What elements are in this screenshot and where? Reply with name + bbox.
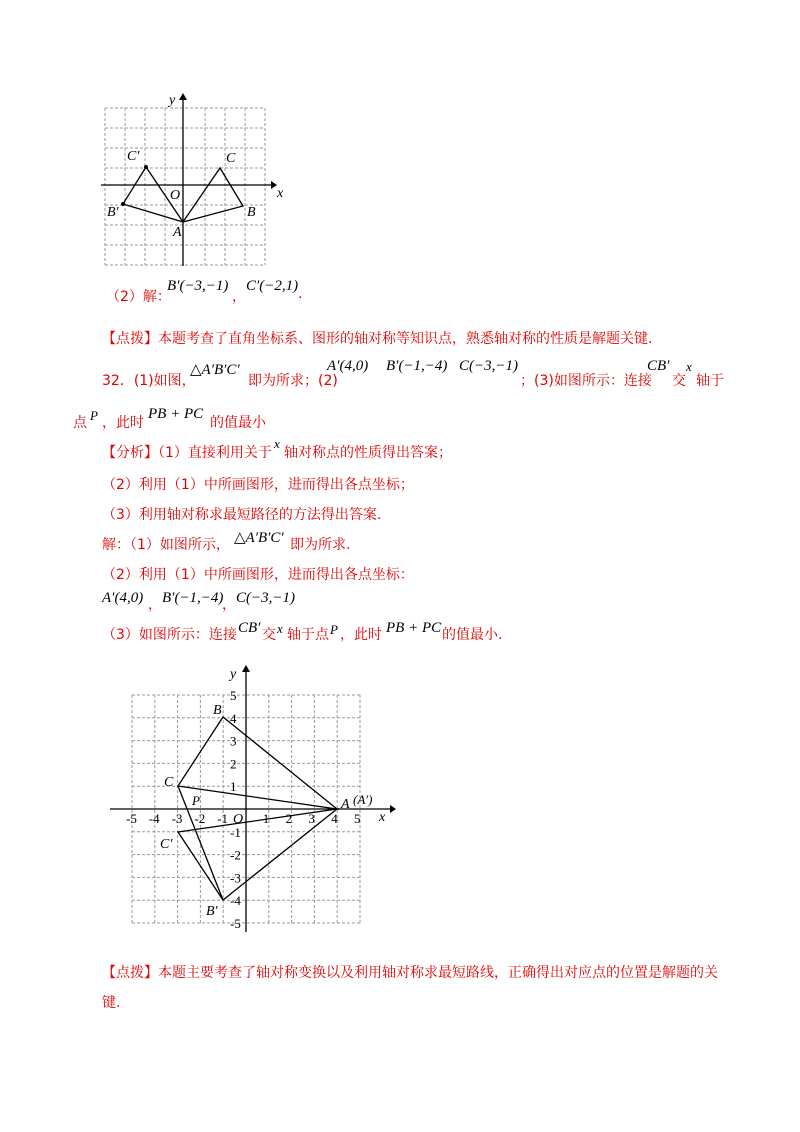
fig1-point-c: C bbox=[226, 151, 236, 166]
q32-a-coord: A′(4,0) bbox=[327, 358, 369, 374]
fig2-x-tick: 3 bbox=[308, 811, 315, 826]
q32-l2-expr: PB + PC bbox=[148, 406, 204, 422]
figure-2-coordinate-plane bbox=[100, 660, 400, 940]
part2-line bbox=[106, 286, 171, 306]
tip2-tag: 【点拨】 bbox=[102, 965, 158, 981]
fig2-x-tick: -5 bbox=[126, 811, 137, 826]
q32-l2-t1 bbox=[73, 412, 87, 432]
fig2-point-a: A bbox=[341, 797, 350, 812]
part2-c-coord: C′(−2,1) bbox=[246, 278, 299, 294]
q32-t3: 交 bbox=[672, 373, 686, 389]
figure-1-coordinate-plane bbox=[95, 88, 285, 273]
fig1-axis-y-label: y bbox=[169, 93, 176, 108]
q32-cb: CB′ bbox=[647, 358, 670, 374]
tip2-line-1 bbox=[102, 962, 718, 982]
solution-l4cb: CB′ bbox=[238, 620, 261, 636]
solution-l3sep1: ， bbox=[148, 597, 162, 613]
solution-l4p: P bbox=[330, 622, 338, 637]
solution-l4a: （3）如图所示：连接 bbox=[102, 627, 237, 643]
solution-l4e: 的值最小. bbox=[442, 627, 503, 643]
analysis-line-1 bbox=[102, 442, 272, 462]
analysis-tag: 【分析】 bbox=[102, 445, 158, 461]
tip1-paragraph bbox=[102, 328, 652, 348]
fig2-point-p: P bbox=[192, 793, 200, 808]
fig2-y-tick: 3 bbox=[230, 733, 237, 749]
fig2-point-b: B bbox=[213, 703, 222, 718]
analysis-l1a: （1）直接利用关于 bbox=[158, 445, 272, 461]
fig2-x-tick: 2 bbox=[285, 811, 293, 826]
fig2-axis-x-label: x bbox=[379, 810, 386, 825]
solution-l4d: ，此时 bbox=[340, 627, 382, 643]
fig1-origin-label: O bbox=[170, 188, 181, 203]
fig2-x-tick: -4 bbox=[148, 811, 160, 826]
q32-t1: 即为所求；(2) bbox=[248, 373, 338, 389]
fig2-point-b-prime: B′ bbox=[206, 904, 218, 919]
q32-x: x bbox=[686, 359, 692, 374]
q32-num: 32．(1)如图， bbox=[102, 373, 196, 389]
fig2-x-tick: -2 bbox=[194, 811, 206, 826]
q32-l2-t2: ，此时 bbox=[102, 415, 144, 431]
solution-l4expr: PB + PC bbox=[386, 620, 442, 636]
fig2-x-tick: 1 bbox=[262, 811, 270, 826]
fig2-point-c: C bbox=[164, 775, 174, 790]
q32-l2-p: P bbox=[90, 408, 98, 423]
tip1-tag: 【点拨】 bbox=[102, 331, 158, 347]
solution-l3a: A′(4,0) bbox=[102, 590, 144, 606]
solution-l3sep2: ， bbox=[222, 597, 236, 613]
fig2-y-tick: -2 bbox=[230, 847, 241, 863]
q32-tri: △A′B′C′ bbox=[190, 362, 240, 378]
fig1-point-b-prime: B′ bbox=[107, 205, 119, 220]
q32-l2-text1: 点 bbox=[73, 415, 87, 431]
solution-line-2: （2）利用（1）中所画图形，进而得出各点坐标： bbox=[102, 567, 414, 583]
q32-b-coord: B′(−1,−4) bbox=[386, 358, 448, 374]
solution-l4x: x bbox=[277, 621, 283, 636]
fig2-y-tick: 2 bbox=[230, 756, 237, 772]
tip2-line-2: 键. bbox=[102, 995, 121, 1011]
fig2-y-tick: 1 bbox=[230, 779, 237, 795]
fig2-point-a-prime: (A′) bbox=[353, 792, 373, 807]
part2-sep: ， bbox=[232, 289, 246, 305]
solution-l3c: C(−3,−1) bbox=[236, 590, 295, 606]
fig2-x-tick: 5 bbox=[354, 811, 361, 826]
fig2-axis-y-label: y bbox=[230, 667, 237, 682]
fig2-x-tick: 4 bbox=[331, 811, 338, 826]
fig2-y-tick: 4 bbox=[230, 710, 237, 726]
solution-l4b: 交 bbox=[262, 627, 276, 643]
fig2-x-tick: -1 bbox=[217, 811, 229, 826]
fig2-y-tick: 5 bbox=[230, 688, 237, 703]
analysis-line-3: （3）利用轴对称求最短路径的方法得出答案. bbox=[102, 507, 382, 523]
q32-c-coord: C(−3,−1) bbox=[459, 358, 518, 374]
tip1-text: 本题考查了直角坐标系、图形的轴对称等知识点，熟悉轴对称的性质是解题关键. bbox=[158, 331, 653, 347]
q32-t2: ；(3)如图所示：连接 bbox=[520, 373, 652, 389]
fig1-point-a: A bbox=[173, 225, 182, 240]
analysis-line-2: （2）利用（1）中所画图形，进而得出各点坐标； bbox=[102, 477, 414, 493]
fig1-point-b: B bbox=[247, 205, 256, 220]
solution-l4c: 轴于点 bbox=[287, 627, 329, 643]
fig1-point-c-prime: C′ bbox=[127, 149, 140, 164]
tip2-text-1: 本题主要考查了轴对称变换以及利用轴对称求最短路线，正确得出对应点的位置是解题的关 bbox=[158, 965, 718, 981]
fig2-x-tick: -3 bbox=[171, 811, 183, 826]
fig2-y-tick: -4 bbox=[230, 893, 241, 909]
q32-l2-t3: 的值最小 bbox=[210, 415, 266, 431]
part2-end: . bbox=[298, 286, 303, 302]
analysis-l1x: x bbox=[274, 436, 280, 451]
fig1-axis-x-label: x bbox=[277, 186, 284, 201]
analysis-l1b: 轴对称点的性质得出答案； bbox=[284, 445, 452, 461]
q32-t4: 轴于 bbox=[696, 373, 724, 389]
solution-l1a: 解：（1）如图所示， bbox=[102, 537, 230, 553]
solution-l1tri: △A′B′C′ bbox=[234, 530, 284, 546]
solution-l1b: 即为所求. bbox=[290, 537, 351, 553]
fig2-y-tick: -1 bbox=[230, 824, 241, 840]
fig2-origin-label: O bbox=[233, 812, 244, 827]
part2-b-coord: B′(−3,−1) bbox=[167, 278, 229, 294]
part2-label: （2）解： bbox=[106, 289, 171, 305]
fig2-y-tick: -5 bbox=[230, 916, 241, 931]
solution-l3b: B′(−1,−4) bbox=[162, 590, 224, 606]
fig2-y-tick: -3 bbox=[230, 870, 241, 886]
fig2-point-c-prime: C′ bbox=[160, 837, 173, 852]
